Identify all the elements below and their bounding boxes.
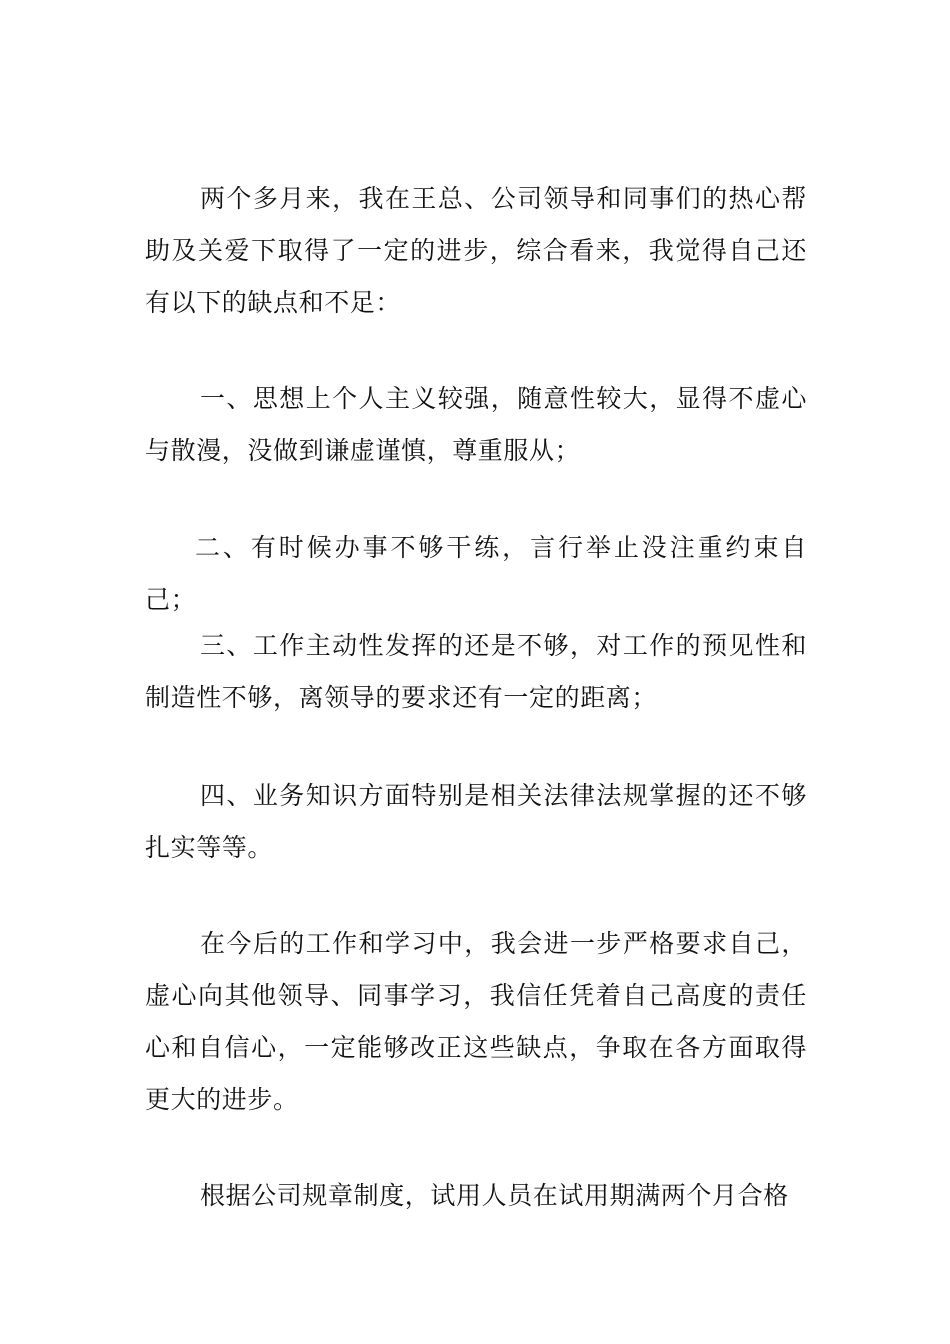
- paragraph-company-rules: 根据公司规章制度，试用人员在试用期满两个月合格: [200, 1181, 789, 1210]
- paragraph-shortcoming-3: 三、工作主动性发挥的还是不够，对工作的预见性和制造性不够，离领导的要求还有一定的距离；: [145, 631, 807, 712]
- paragraph-future-plan: 在今后的工作和学习中，我会进一步严格要求自己，虚心向其他领导、同事学习，我信任凭着自己高度的责任心和自信心，一定能够改正这些缺点，争取在各方面取得更大的进步。: [145, 929, 807, 1114]
- paragraph-shortcoming-1: 一、思想上个人主义较强，随意性较大，显得不虚心与散漫，没做到谦虚谨慎，尊重服从；: [145, 384, 807, 465]
- paragraph-progress-summary: 两个多月来，我在王总、公司领导和同事们的热心帮助及关爱下取得了一定的进步，综合看来，我觉得自己还有以下的缺点和不足：: [145, 184, 807, 317]
- paragraph-shortcoming-4: 四、业务知识方面特别是相关法律法规掌握的还不够扎实等等。: [145, 781, 807, 862]
- paragraph-shortcoming-2: 二、有时候办事不够干练，言行举止没注重约束自己；: [145, 533, 807, 614]
